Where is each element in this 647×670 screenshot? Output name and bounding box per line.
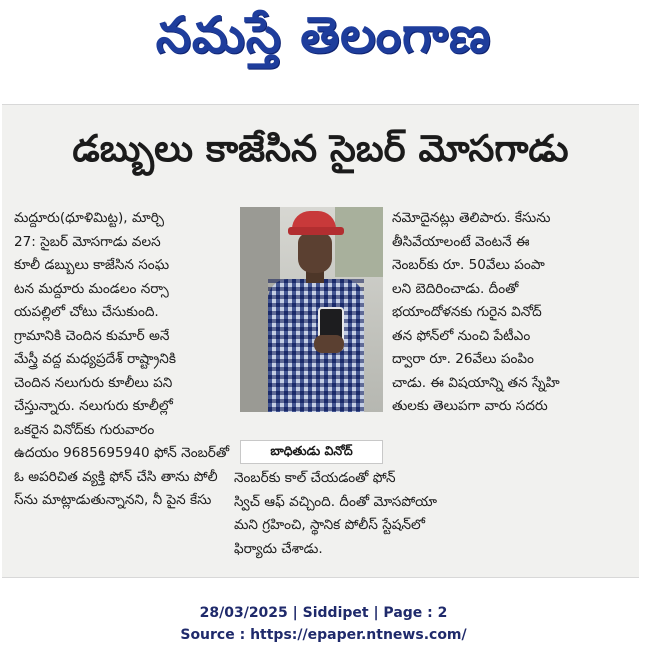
article-column-bottom [234,467,624,561]
text-line: మద్దూరు(ధూళిమిట్ట), మార్చి [14,210,165,226]
text-line: భయాందోళనకు గురైన వినోద్ [392,304,542,320]
text-line: నెంబర్‌కు కాల్ చేయడంతో ఫోన్ [234,470,396,486]
text-line: నమోదైనట్లు తెలిపారు. కేసును [392,210,551,226]
news-clipping [2,104,639,578]
text-line: యపల్లిలో చోటు చేసుకుంది. [14,304,159,320]
victim-photo [240,207,383,412]
text-line: ఉదయం 9685695940 ఫోన్ నెంబర్‌తో [14,445,230,461]
text-line: మేస్త్రీ వద్ద మధ్యప్రదేశ్ రాష్ట్రానికి [14,351,176,367]
text-line: మని గ్రహించి, స్థానిక పోలీస్ స్టేషన్‌లో [234,517,425,533]
text-line: స్‌ను మాట్లాడుతున్నానని, నీ పైన కేసు [14,492,212,508]
text-line: తీసివేయాలంటే వెంటనే ఈ [392,233,530,250]
masthead [0,0,647,82]
text-line: గ్రామానికి చెందిన కుమార్ అనే [14,327,170,344]
text-line: స్విచ్ ఆఫ్ వచ్చింది. దీంతో మోసపోయా [234,493,438,510]
footer-date-line: 28/03/2025 | Siddipet | Page : 2 [199,605,448,621]
text-line: కూలీ డబ్బులు కాజేసిన సంఘ [14,257,170,273]
footer-source-line: Source : https://epaper.ntnews.com/ [180,627,467,643]
text-line: ఫిర్యాదు చేశాడు. [234,540,323,557]
footer [0,602,647,646]
text-line: చెందిన నలుగురు కూలీలు పని [14,374,173,391]
text-line: తులకు తెలుపగా వారు సదరు [392,398,548,414]
newspaper-title: నమస్తే తెలంగాణ [155,5,492,64]
text-line: ఓ అపరిచిత వ్యక్తి ఫోన్ చేసి తాను పోలీ [14,468,218,485]
text-line: లని బెదిరించాడు. దీంతో [392,280,519,297]
text-line: ఒకరైన వినోద్‌కు గురువారం [14,421,155,438]
article-column-right [392,207,624,419]
article-headline: డబ్బులు కాజేసిన సైబర్ మోసగాడు [72,127,569,170]
article-column-left [14,207,234,513]
text-line: 27: సైబర్ మోసగాడు వలస [14,233,161,250]
text-line: తన ఫోన్‌లో నుంచి పేటీఎం [392,327,531,344]
text-line: ద్వారా రూ. 26వేలు పంపిం [392,351,534,367]
text-line: చాడు. ఈ విషయాన్ని తన స్నేహి [392,374,560,391]
photo-caption: బాధితుడు వినోద్ [240,440,383,464]
text-line: టన మద్దూరు మండలం నర్సా [14,280,169,297]
text-line: చేస్తున్నారు. నలుగురు కూలీల్లో [14,398,173,414]
text-line: నెంబర్‌కు రూ. 50వేలు పంపా [392,257,545,273]
